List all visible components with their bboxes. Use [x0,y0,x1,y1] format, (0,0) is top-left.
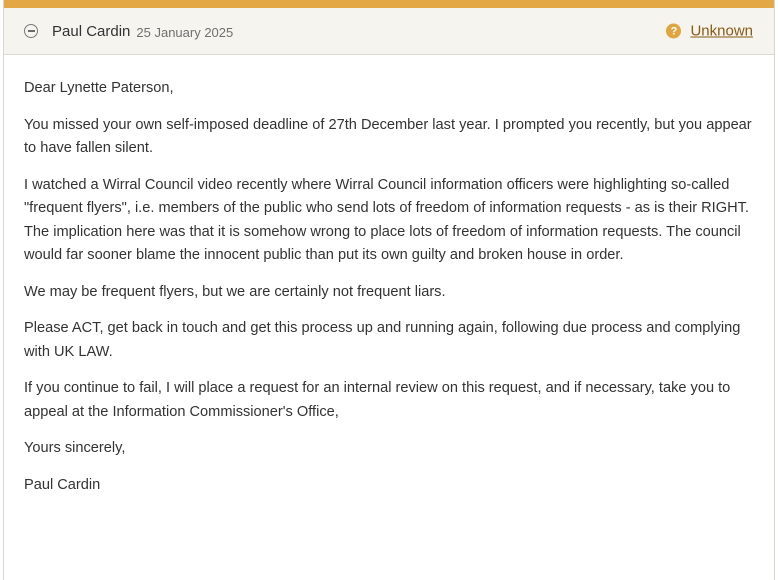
message-body [4,55,774,497]
message-date: 25 January 2025 [136,24,234,40]
paragraph: You missed your own self-imposed deadline of 27th December last year. I prompted you recently, but you appear to have fallen silent. [24,116,752,156]
paragraph: I watched a Wirral Council video recently where Wirral Council information officers were highlighting so-called "frequent flyers", i.e. members of the public who send lots of freedom of information requests - as is their RIGHT. The implication here was that it is somehow wrong to place lots of freedom of information requests. The council would far sooner blame the innocent public than put its own guilty and broken house in order. [24,176,749,263]
signature: Paul Cardin [24,476,101,493]
signoff: Yours sincerely, [24,440,126,456]
paragraph: Please ACT, get back in touch and get this process up and running again, following due process and complying with UK LAW. [24,320,741,360]
paragraph: If you continue to fail, I will place a request for an internal review on this request, and if necessary, take you to appeal at the Information Commissioner's Office, [24,380,731,420]
correspondence-card [3,0,775,580]
question-icon: ? [666,24,681,39]
status-link[interactable]: Unknown [690,22,753,40]
message-header [4,8,774,55]
collapse-icon[interactable] [24,24,38,38]
accent-bar [4,0,774,8]
author-name: Paul Cardin [52,22,131,40]
status-indicator [666,23,753,40]
greeting: Dear Lynette Paterson, [24,80,174,96]
paragraph: We may be frequent flyers, but we are certainly not frequent liars. [24,283,446,300]
